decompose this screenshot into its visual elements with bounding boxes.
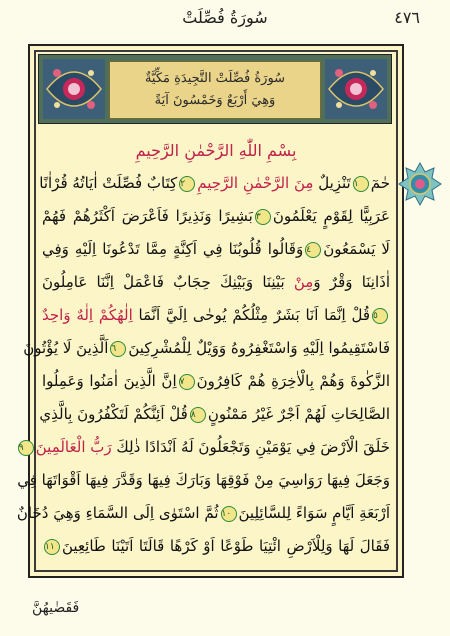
page-number: ٤٧٦ <box>394 8 420 27</box>
verse-text: اَرْبَعَةِ اَيَّامٍ سَوَاءً لِلسَّائِلِينَ <box>238 504 390 522</box>
ornament-right-icon <box>325 59 387 119</box>
verse-text: بَيْنِنَا وَبَيْنِكَ حِجَابٌ فَاعْمَلْ اِنَّنَا عَامِلُونَ <box>42 273 294 291</box>
verse-text: لَا يَسْمَعُونَ <box>323 240 390 258</box>
verse-line <box>42 299 390 332</box>
surah-name-header: سُورَةُ فُصِّلَتْ <box>182 8 268 27</box>
verse-line <box>42 365 390 398</box>
verse-text: فَاسْتَقِيمُوا اِلَيْهِ وَاسْتَغْفِرُوهُ وَوَيْلٌ لِلْمُشْرِكِينَ <box>128 339 390 357</box>
ayah-number-marker: ٢ <box>179 176 195 192</box>
verse-text: فَقَالَ لَهَا وَلِلْاَرْضِ ائْتِيَا طَوْعًا اَوْ كَرْهًا قَالَتَا اَتَيْنَا طَائِعِينَ <box>62 537 390 555</box>
surah-title-cartouche <box>109 61 321 119</box>
verse-line <box>42 200 390 233</box>
verse-text-highlighted: اِلٰهُكُمْ اِلٰهٌ وَاحِدٌ <box>42 306 133 324</box>
verse-line <box>16 497 390 530</box>
verse-text-highlighted: رَبُّ الْعَالَمِينَ <box>35 438 112 456</box>
verse-text: اَلَّذِينَ لَا يُؤْتُونَ <box>23 339 109 357</box>
verse-text-highlighted: مِنْ <box>293 273 314 291</box>
verse-line <box>42 266 390 299</box>
catchword: فَقَضٰيهُنَّ <box>32 600 80 616</box>
verse-text: اِنَّ الَّذِينَ اٰمَنُوا وَعَمِلُوا <box>42 372 177 390</box>
verse-text: وَقَالُوا قُلُوبُنَا فِي اَكِنَّةٍ مِمَّا تَدْعُونَا اِلَيْهِ وَفِي <box>42 240 304 258</box>
verse-text: اٰذَانِنَا وَقْرٌ وَ <box>313 273 390 291</box>
verse-line <box>42 530 390 563</box>
verse-line <box>39 398 390 431</box>
ayah-number-marker: ٧ <box>179 374 195 390</box>
ornament-left-icon <box>43 59 105 119</box>
page-header <box>0 0 450 48</box>
verse-line <box>17 464 390 497</box>
ayah-number-marker: ٨ <box>190 407 206 423</box>
verse-text: وَجَعَلَ فِيهَا رَوَاسِيَ مِنْ فَوْقِهَا وَبَارَكَ فِيهَا وَقَدَّرَ فِيهَا اَقْوَاتَهَا فِي <box>17 471 390 489</box>
verse-text: تَنْزِيلٌ <box>313 174 351 192</box>
verse-line <box>42 233 390 266</box>
verse-text: قُلْ اِنَّمَا اَنَا بَشَرٌ مِثْلُكُمْ يُوحٰى اِلَيَّ اَنَّمَا <box>132 306 371 324</box>
ayah-number-marker: ٣ <box>255 209 271 225</box>
basmala: بِسْمِ اللّٰهِ الرَّحْمٰنِ الرَّحِيمِ <box>135 141 297 160</box>
ayah-number-marker: ١١ <box>44 539 60 555</box>
ayah-number-marker: ٦ <box>110 341 126 357</box>
verse-text-highlighted: مِنَ الرَّحْمٰنِ الرَّحِيمِ <box>197 174 314 192</box>
page-frame <box>16 44 404 578</box>
verse-text: الزَّكٰوةَ وَهُمْ بِالْاٰخِرَةِ هُمْ كَافِرُونَ <box>196 372 390 390</box>
verse-text: خَلَقَ الْاَرْضَ فِي يَوْمَيْنِ وَتَجْعَلُونَ لَهُ اَنْدَادًا ذٰلِكَ <box>111 438 390 456</box>
surah-title-box <box>38 54 392 124</box>
verse-text: بَشِيرًا وَنَذِيرًا فَاَعْرَضَ اَكْثَرُهُمْ فَهُمْ <box>42 207 253 225</box>
verse-text: ثُمَّ اسْتَوٰى اِلَى السَّمَاءِ وَهِيَ دُخَانٌ <box>16 504 219 522</box>
verse-line <box>39 167 390 200</box>
ayah-number-marker: ٥ <box>372 308 388 324</box>
verse-text: عَرَبِيًّا لِقَوْمٍ يَعْلَمُونَ <box>272 207 391 225</box>
ayah-number-marker: ٩ <box>18 440 34 456</box>
verse-line <box>18 431 390 464</box>
verse-line <box>23 332 390 365</box>
ayah-number-marker: ٤ <box>305 242 321 258</box>
surah-title-line-1: سُورَةُ فُصِّلَتْ التَّجِيدَةِ مَكِّيَّةٌ <box>144 71 286 86</box>
verse-text: قُلْ اَئِنَّكُمْ لَتَكْفُرُونَ بِالَّذِي <box>39 405 188 423</box>
surah-title-line-2: وَهِيَ أَرْبَعٌ وَخَمْسُونَ آيَةً <box>154 93 276 108</box>
sajda-marker-icon <box>398 162 442 206</box>
ayah-number-marker: ١٠ <box>221 506 237 522</box>
verse-lines <box>16 134 391 563</box>
verse-text: حٰمٓ <box>370 174 390 192</box>
verse-text: كِتَابٌ فُصِّلَتْ اٰيَاتُهُ قُرْاٰنًا <box>39 174 178 192</box>
ayah-number-marker: ١ <box>353 176 369 192</box>
verse-text: الصَّالِحَاتِ لَهُمْ اَجْرٌ غَيْرُ مَمْنُونٍ <box>207 405 390 423</box>
